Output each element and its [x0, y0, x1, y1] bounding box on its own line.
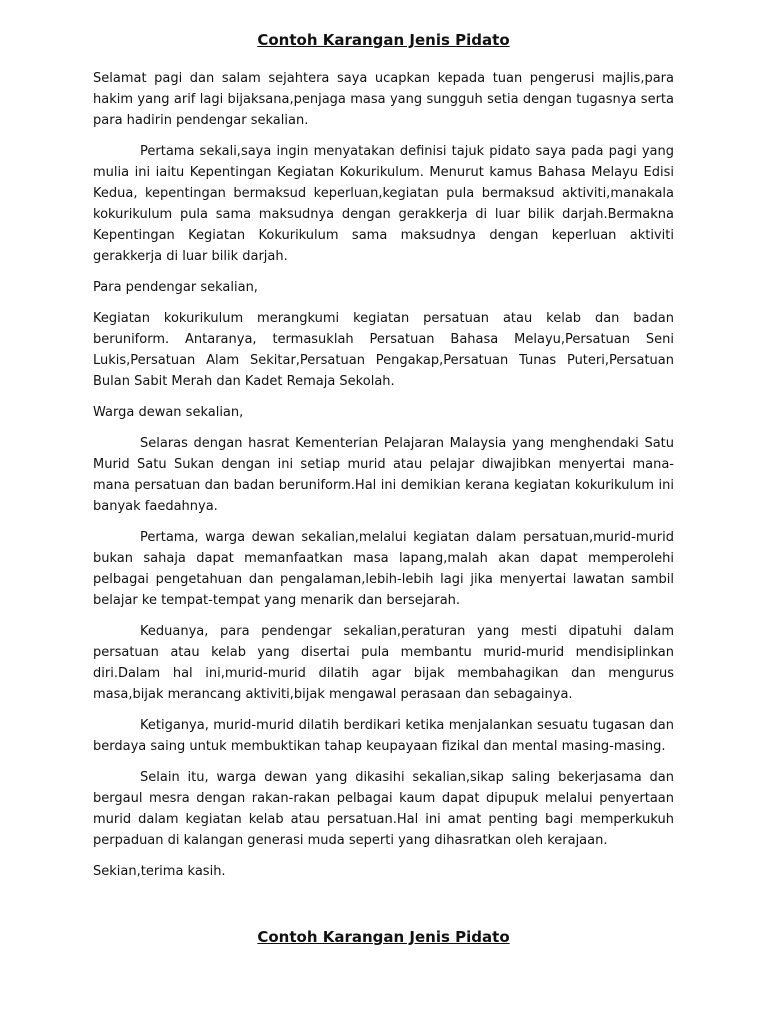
second-document-title: Contoh Karangan Jenis Pidato: [257, 928, 510, 946]
paragraph-first-benefit: Pertama, warga dewan sekalian,melalui kegiatan dalam persatuan,murid-murid bukan sahaja dapat memanfaatkan masa lapang,malah akan dapat memperolehi pelbagai pengetahuan dan pengalaman,lebih-lebih lagi jika menyertai lawatan sambil belajar ke tempat-tempat yang menarik dan bersejarah.: [93, 530, 674, 608]
paragraph-address-hall: Warga dewan sekalian,: [93, 405, 244, 420]
paragraph-address-audience: Para pendengar sekalian,: [93, 280, 258, 295]
document-title: Contoh Karangan Jenis Pidato: [257, 31, 510, 49]
paragraph-activities: Kegiatan kokurikulum merangkumi kegiatan persatuan atau kelab dan badan beruniform. Antaranya, termasuklah Persatuan Bahasa Melayu,Persatuan Seni Lukis,Persatuan Alam Sekitar,Persatuan Pengakap,Persatuan Tunas Puteri,Persatuan Bulan Sabit Merah dan Kadet Remaja Sekolah.: [93, 311, 674, 389]
paragraph-ministry: Selaras dengan hasrat Kementerian Pelajaran Malaysia yang menghendaki Satu Murid Satu Sukan dengan ini setiap murid atau pelajar diwajibkan menyertai mana-mana persatuan dan badan beruniform.Hal ini demikian kerana kegiatan kokurikulum ini banyak faedahnya.: [93, 436, 674, 514]
document-page: [93, 30, 674, 892]
paragraph-closing: Sekian,terima kasih.: [93, 864, 226, 879]
paragraph-second-benefit: Keduanya, para pendengar sekalian,peraturan yang mesti dipatuhi dalam persatuan atau kelab yang disertai pula membantu murid-murid mendisiplinkan diri.Dalam hal ini,murid-murid dilatih agar bijak membahagikan dan mengurus masa,bijak merancang aktiviti,bijak mengawal perasaan dan sebagainya.: [93, 624, 674, 702]
paragraph-third-benefit: Ketiganya, murid-murid dilatih berdikari ketika menjalankan sesuatu tugasan dan berdaya saing untuk membuktikan tahap keupayaan fizikal dan mental masing-masing.: [93, 718, 674, 754]
paragraph-unity: Selain itu, warga dewan yang dikasihi sekalian,sikap saling bekerjasama dan bergaul mesra dengan rakan-rakan pelbagai kaum dapat dipupuk melalui penyertaan murid dalam kegiatan kelab atau persatuan.Hal ini amat penting bagi memperkukuh perpaduan di kalangan generasi muda seperti yang dihasratkan oleh kerajaan.: [93, 770, 674, 848]
paragraph-greeting: Selamat pagi dan salam sejahtera saya ucapkan kepada tuan pengerusi majlis,para hakim yang arif lagi bijaksana,penjaga masa yang sungguh setia dengan tugasnya serta para hadirin pendengar sekalian.: [93, 71, 674, 128]
paragraph-definition: Pertama sekali,saya ingin menyatakan definisi tajuk pidato saya pada pagi yang mulia ini iaitu Kepentingan Kegiatan Kokurikulum. Menurut kamus Bahasa Melayu Edisi Kedua, kepentingan bermaksud keperluan,kegiatan pula bermaksud aktiviti,manakala kokurikulum pula sama maksudnya dengan gerakkerja di luar bilik darjah.Bermakna Kepentingan Kegiatan Kokurikulum sama maksudnya dengan keperluan aktiviti gerakkerja di luar bilik darjah.: [93, 144, 674, 264]
